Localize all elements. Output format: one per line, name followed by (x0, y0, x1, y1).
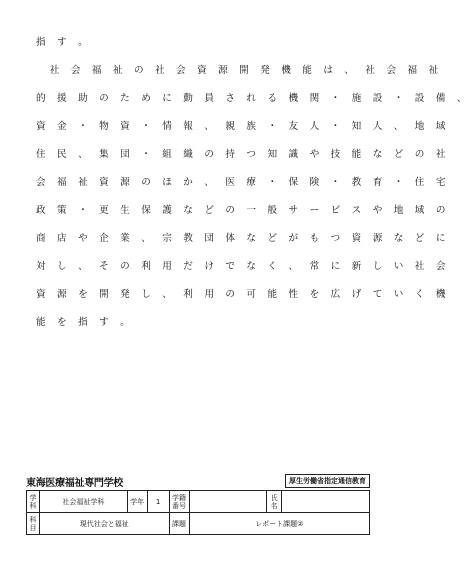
dept-label: 学科 (27, 491, 40, 513)
subject-label: 科目 (27, 513, 40, 535)
essay-line: 政 策 ・ 更 生 保 護 な ど の 一 般 サ ー ビ ス や 地 域 の (36, 205, 450, 216)
essay-body (36, 36, 471, 344)
essay-line: 会 福 祉 資 源 の ほ か 、 医 療 ・ 保 険 ・ 教 育 ・ 住 宅 (36, 177, 450, 188)
topic-value: レポート課題② (189, 513, 369, 535)
student-no-label: 学籍番号 (169, 491, 189, 513)
essay-line: 指 す 。 (36, 37, 92, 48)
year-label: 学年 (127, 491, 147, 513)
dept-value: 社会福祉学科 (39, 491, 127, 513)
student-no-value (189, 491, 267, 513)
essay-line: 資 源 を 開 発 し 、 利 用 の 可 能 性 を 広 げ て い く 機 (36, 289, 450, 300)
footer-header (26, 474, 370, 490)
essay-line: 対 し 、 そ の 利 用 だ け で な く 、 常 に 新 し い 社 会 (36, 261, 450, 272)
essay-line: 的 援 助 の た め に 動 員 さ れ る 機 関 ・ 施 設 ・ 設 備 、 (36, 93, 471, 104)
topic-label: 課題 (169, 513, 189, 535)
name-label: 氏名 (267, 491, 282, 513)
essay-line: 商 店 や 企 業 、 宗 教 団 体 な ど が も つ 資 源 な ど に (36, 233, 450, 244)
school-name: 東海医療福祉専門学校 (26, 478, 123, 489)
subject-value: 現代社会と福祉 (39, 513, 169, 535)
student-info-table (26, 490, 370, 535)
year-value: 1 (147, 491, 169, 513)
name-value (282, 491, 370, 513)
accreditation-stamp: 厚生労働省指定通信教育 (285, 474, 370, 488)
essay-line: 社 会 福 祉 の 社 会 資 源 開 発 機 能 は 、 社 会 福 祉 (36, 65, 443, 76)
essay-line: 能 を 指 す 。 (36, 317, 134, 328)
essay-line: 住 民 、 集 団 ・ 組 織 の 持 つ 知 識 や 技 能 な ど の 社 (36, 149, 450, 160)
essay-line: 資 金 ・ 物 資 ・ 情 報 、 親 族 ・ 友 人 ・ 知 人 、 地 域 (36, 121, 450, 132)
